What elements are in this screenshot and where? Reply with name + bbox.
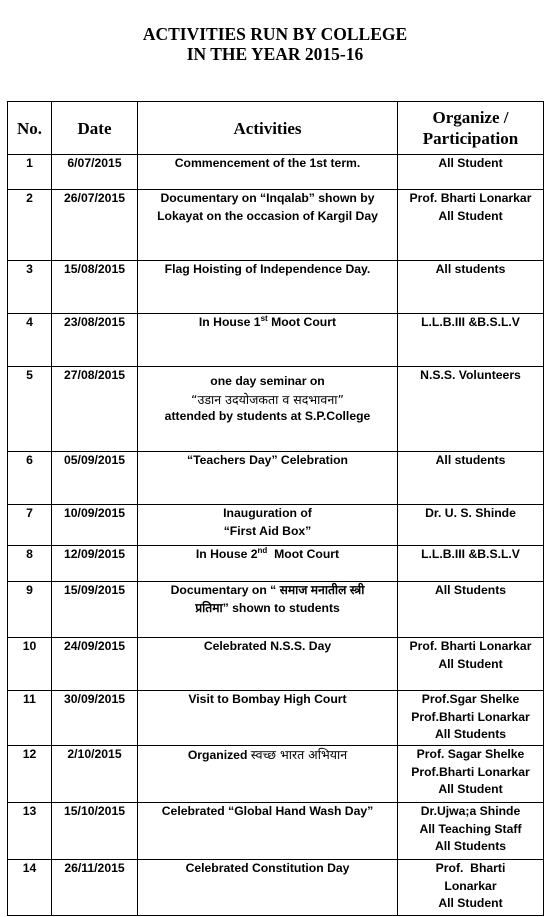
row-organizer <box>398 367 544 452</box>
organizer-line: All Students <box>434 839 507 853</box>
row-activity: “Teachers Day” Celebration <box>138 452 398 505</box>
row-number: 14 <box>8 860 52 916</box>
organizer-line: Prof. Bharti Lonarkar <box>409 639 532 653</box>
organizer-line: Prof. Bharti Lonarkar <box>409 191 532 205</box>
row-activity <box>138 746 398 803</box>
row-organizer <box>398 746 544 803</box>
organizer-line: Dr.Ujwa;a Shinde <box>420 804 521 818</box>
table-row <box>8 546 544 582</box>
row-organizer <box>398 505 544 546</box>
row-organizer <box>398 452 544 505</box>
organizer-line: All Student <box>438 156 503 170</box>
activity-line <box>138 582 397 600</box>
row-number: 13 <box>8 803 52 860</box>
row-activity: Celebrated Constitution Day <box>138 860 398 916</box>
table-row <box>8 155 544 190</box>
header-no: No. <box>8 102 52 155</box>
table-row <box>8 367 544 452</box>
row-number: 12 <box>8 746 52 803</box>
row-date: 05/09/2015 <box>52 452 138 505</box>
row-activity: Visit to Bombay High Court <box>138 691 398 746</box>
organizer-line: All Students <box>434 727 507 741</box>
header-organize-line-2: Participation <box>422 129 519 148</box>
row-activity: Celebrated “Global Hand Wash Day” <box>138 803 398 860</box>
row-number: 6 <box>8 452 52 505</box>
activity-text: Moot Court <box>267 315 337 329</box>
header-organize <box>398 102 544 155</box>
organizer-line: Prof.Sgar Shelke <box>421 692 520 706</box>
activity-superscript: nd <box>257 545 268 555</box>
activity-superscript: st <box>260 313 268 323</box>
row-date: 15/09/2015 <box>52 582 138 638</box>
organizer-line: All Teaching Staff <box>419 821 522 836</box>
title-line-1: ACTIVITIES RUN BY COLLEGE <box>142 24 408 44</box>
activity-text: Documentary on “ समाज मनातील स्त्री <box>170 583 365 597</box>
activity-line: attended by students at S.P.College <box>164 409 371 423</box>
organizer-line: Dr. U. S. Shinde <box>425 506 516 520</box>
organizer-line: All Student <box>438 896 503 910</box>
header-row <box>8 102 544 155</box>
row-date: 15/08/2015 <box>52 261 138 314</box>
row-date: 27/08/2015 <box>52 367 138 452</box>
row-organizer <box>398 803 544 860</box>
header-organize-line-1: Organize / <box>432 108 509 127</box>
row-activity: Documentary on “Inqalab” shown by Lokayat on the occasion of Kargil Day <box>138 190 398 261</box>
row-activity <box>138 367 398 452</box>
row-number: 9 <box>8 582 52 638</box>
row-date: 10/09/2015 <box>52 505 138 546</box>
row-organizer <box>398 155 544 190</box>
table-row <box>8 803 544 860</box>
header-date: Date <box>52 102 138 155</box>
organizer-line: L.L.B.III &B.S.L.V <box>421 547 520 561</box>
row-activity: Commencement of the 1st term. <box>138 155 398 190</box>
activity-line: one day seminar on <box>210 374 325 388</box>
row-date: 26/07/2015 <box>52 190 138 261</box>
table-row <box>8 746 544 803</box>
table-row <box>8 190 544 261</box>
row-organizer <box>398 314 544 367</box>
activity-text: In House 2 <box>195 547 258 561</box>
row-date: 23/08/2015 <box>52 314 138 367</box>
row-date: 30/09/2015 <box>52 691 138 746</box>
row-organizer <box>398 582 544 638</box>
row-activity: Celebrated N.S.S. Day <box>138 638 398 691</box>
activity-devanagari-text: स्वच्छ भारत अभियान <box>250 747 348 762</box>
activity-line: “उडान उदयोजकता व सदभावना” <box>191 391 344 407</box>
row-date: 2/10/2015 <box>52 746 138 803</box>
activity-line <box>138 600 397 618</box>
title-line-2: IN THE YEAR 2015-16 <box>186 44 364 64</box>
activity-line: Inauguration of <box>223 506 312 520</box>
organizer-line: Prof.Bharti Lonarkar <box>411 764 530 779</box>
table-row <box>8 860 544 916</box>
table-row <box>8 691 544 746</box>
activity-text: Moot Court <box>267 547 340 561</box>
row-date: 24/09/2015 <box>52 638 138 691</box>
organizer-line: N.S.S. Volunteers <box>420 368 521 382</box>
row-number: 2 <box>8 190 52 261</box>
row-activity: Flag Hoisting of Independence Day. <box>138 261 398 314</box>
table-row <box>8 452 544 505</box>
organizer-line: Prof. Bharti <box>435 861 506 875</box>
row-organizer <box>398 546 544 582</box>
organizer-line: All Students <box>434 583 507 597</box>
row-number: 5 <box>8 367 52 452</box>
organizer-line: All students <box>435 262 506 276</box>
row-organizer <box>398 638 544 691</box>
organizer-line: L.L.B.III &B.S.L.V <box>421 315 520 329</box>
table-row <box>8 314 544 367</box>
activity-text: प्रतिमा” shown to students <box>195 600 340 615</box>
row-date: 15/10/2015 <box>52 803 138 860</box>
row-activity <box>138 505 398 546</box>
row-activity <box>138 582 398 638</box>
row-organizer <box>398 860 544 916</box>
activities-table <box>7 101 544 916</box>
row-number: 11 <box>8 691 52 746</box>
organizer-line: Prof. Sagar Shelke <box>416 747 525 761</box>
organizer-line: All Student <box>438 656 503 671</box>
row-activity <box>138 546 398 582</box>
row-organizer <box>398 190 544 261</box>
organizer-line: Prof.Bharti Lonarkar <box>411 709 530 724</box>
row-date: 12/09/2015 <box>52 546 138 582</box>
table-row <box>8 261 544 314</box>
activity-text: Organized <box>187 748 251 762</box>
document-title <box>0 24 550 64</box>
table-row <box>8 638 544 691</box>
table-row <box>8 505 544 546</box>
row-date: 6/07/2015 <box>52 155 138 190</box>
row-number: 1 <box>8 155 52 190</box>
header-activities: Activities <box>138 102 398 155</box>
table-row <box>8 582 544 638</box>
activity-text: In House 1 <box>198 315 261 329</box>
row-activity <box>138 314 398 367</box>
organizer-line: Lonarkar <box>444 878 497 893</box>
row-number: 3 <box>8 261 52 314</box>
row-number: 7 <box>8 505 52 546</box>
organizer-line: All students <box>435 453 506 467</box>
organizer-line: All Student <box>438 208 503 223</box>
row-number: 10 <box>8 638 52 691</box>
row-organizer <box>398 261 544 314</box>
row-number: 4 <box>8 314 52 367</box>
row-date: 26/11/2015 <box>52 860 138 916</box>
row-organizer <box>398 691 544 746</box>
row-number: 8 <box>8 546 52 582</box>
activity-line: “First Aid Box” <box>223 523 312 538</box>
organizer-line: All Student <box>438 782 503 796</box>
